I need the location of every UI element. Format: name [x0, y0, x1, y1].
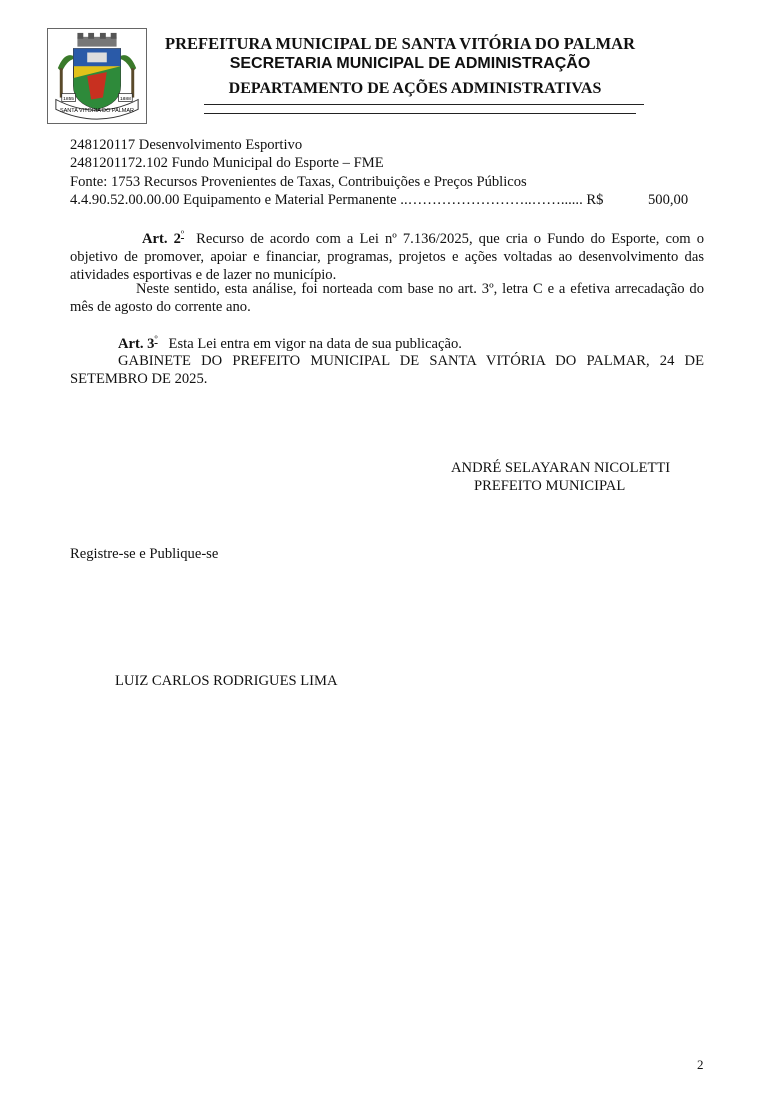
header-rule-bottom	[204, 113, 636, 114]
budget-line-1: 248120117 Desenvolvimento Esportivo	[70, 137, 303, 153]
header-rule-top	[204, 104, 644, 105]
header-departamento: DEPARTAMENTO DE AÇÕES ADMINISTRATIVAS	[228, 80, 602, 97]
register-note: Registre-se e Publique-se	[70, 546, 219, 562]
art-2-second-paragraph: Neste sentido, esta análise, foi norteada com base no art. 3º, letra C e a efetiva arrecadação do mês de agosto do corrente ano.	[70, 281, 704, 315]
mayor-title: PREFEITO MUNICIPAL	[474, 478, 626, 494]
budget-line-3: Fonte: 1753 Recursos Provenientes de Taxas, Contribuições e Preços Públicos	[70, 174, 527, 190]
art-3-ordinal: º	[154, 334, 158, 345]
budget-value: 500,00	[648, 192, 689, 208]
crest-year-right: 1888	[119, 96, 131, 102]
page-number: 2	[697, 1057, 704, 1072]
coat-of-arms-icon	[48, 29, 146, 123]
budget-line-2: 2481201172.102 Fundo Municipal do Esporte – FME	[70, 155, 384, 171]
crest-motto: SANTA VITÓRIA DO PALMAR	[60, 108, 134, 115]
header-secretaria: SECRETARIA MUNICIPAL DE ADMINISTRAÇÃO	[229, 55, 591, 72]
art-2-ordinal: º	[180, 229, 185, 240]
budget-line-4: 4.4.90.52.00.00.00 Equipamento e Material Permanente ..……………………..……...... R$	[70, 192, 604, 208]
mayor-name: ANDRÉ SELAYARAN NICOLETTI	[451, 460, 671, 476]
coat-of-arms	[47, 28, 147, 124]
header-prefeitura: PREFEITURA MUNICIPAL DE SANTA VITÓRIA DO PALMAR	[165, 34, 635, 53]
art-2-paragraph	[70, 226, 704, 284]
art-3-text: Esta Lei entra em vigor na data de sua publicação.	[168, 335, 462, 352]
gabinete-paragraph: GABINETE DO PREFEITO MUNICIPAL DE SANTA VITÓRIA DO PALMAR, 24 DE SETEMBRO DE 2025.	[70, 353, 704, 387]
art-2-text: Recurso de acordo com a Lei nº 7.136/2025, que cria o Fundo do Esporte, com o objetivo de promover, apoiar e financiar, programas, projetos e ações voltadas ao desenvolvimento das atividades esportivas e de lazer no município.	[70, 230, 704, 283]
secretary-name: LUIZ CARLOS RODRIGUES LIMA	[115, 673, 338, 689]
art-3-paragraph	[118, 334, 462, 353]
art-2-label: Art. 2	[142, 230, 181, 247]
crest-year-left: 1855	[63, 96, 75, 102]
art-3-label: Art. 3	[118, 335, 155, 352]
